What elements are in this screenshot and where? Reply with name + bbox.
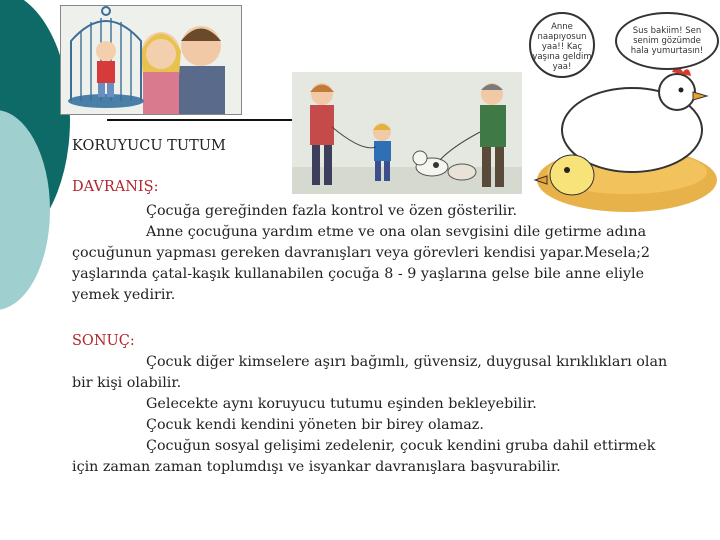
behavior-label: DAVRANIŞ: <box>72 179 159 195</box>
result-line: Çocuğun sosyal gelişimi zedelenir, çocuk kendini gruba dahil ettirmek <box>146 438 656 454</box>
caged-child-illustration <box>60 5 242 115</box>
result-paragraph <box>72 352 682 478</box>
behavior-line: yemek yedirir. <box>72 287 176 303</box>
heading-underline <box>107 119 293 121</box>
hen-speech-text: Sus bakiim! Sen senim gözümde hala yumurtasın! <box>630 26 704 56</box>
page-title: KORUYUCU TUTUM <box>72 138 226 154</box>
family-walking-dogs-illustration <box>292 72 522 194</box>
behavior-line: Çocuğa gereğinden fazla kontrol ve özen gösterilir. <box>146 203 518 219</box>
behavior-line: çocuğunun yapması gereken davranışları veya görevleri kendisi yapar.Mesela;2 <box>72 245 651 261</box>
result-line: Çocuk diğer kimselere aşırı bağımlı, güvensiz, duygusal kırıklıkları olan <box>146 354 668 370</box>
behavior-line: yaşlarında çatal-kaşık kullanabilen çocuğa 8 - 9 yaşlarına gelse bile anne eliyle <box>72 266 645 282</box>
behavior-paragraph <box>72 201 682 306</box>
result-label: SONUÇ: <box>72 333 135 349</box>
result-line: bir kişi olabilir. <box>72 375 182 391</box>
hen-and-chick-cartoon <box>527 10 720 215</box>
chick-speech-text: Anne naapıyosun yaa!! Kaç yaşına geldim yaa! <box>532 22 592 72</box>
hen-speech-bubble <box>615 12 719 70</box>
result-line: Çocuk kendi kendini yöneten bir birey olamaz. <box>146 417 484 433</box>
result-line: Gelecekte aynı koruyucu tutumu eşinden bekleyebilir. <box>146 396 537 412</box>
result-line: için zaman zaman toplumdışı ve isyankar davranışlara başvurabilir. <box>72 459 561 475</box>
behavior-line: Anne çocuğuna yardım etme ve ona olan sevgisini dile getirme adına <box>146 224 647 240</box>
chick-speech-bubble <box>529 12 595 78</box>
